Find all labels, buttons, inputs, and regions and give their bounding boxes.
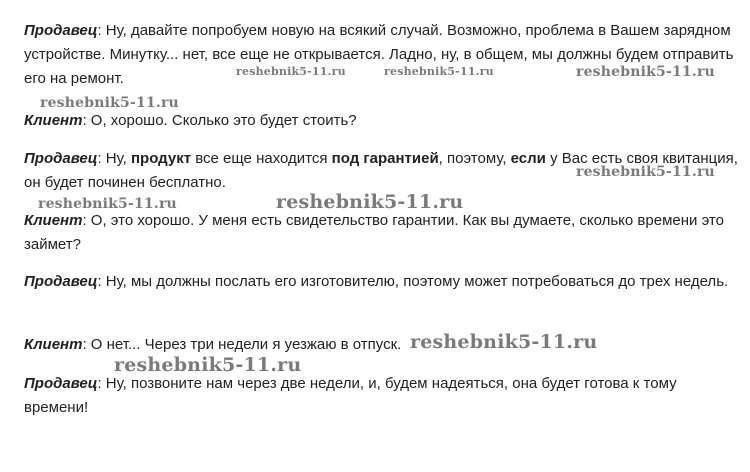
watermark: reshebnik5-11.ru [40,95,179,111]
line-text: : О, это хорошо. У меня есть свидетельство гарантии. Как вы думаете, сколько времени это займет? [24,212,724,253]
speaker-label: Продавец [24,150,98,167]
dialogue-line-client-1 [24,109,740,133]
dialogue-line-seller-4 [24,372,740,420]
emphasis-text: под гарантией [331,150,439,167]
watermark: reshebnik5-11.ru [576,64,715,80]
watermark: reshebnik5-11.ru [114,354,302,376]
watermark: reshebnik5-11.ru [410,331,598,353]
speaker-label: Продавец [24,375,98,392]
watermark: reshebnik5-11.ru [384,65,494,78]
dialogue-line-seller-3 [24,270,740,294]
emphasis-text: продукт [130,150,192,167]
speaker-label: Продавец [24,22,98,39]
speaker-label: Продавец [24,273,98,290]
line-text: : Ну, мы должны послать его изготовителю, поэтому может потребоваться до трех недель. [97,273,729,290]
line-text: : Ну, давайте попробуем новую на всякий случай. Возможно, проблема в Вашем зарядном устройстве. Минутку... нет, все еще не открывается. Ладно, ну, в общем, мы должны будем отправить его на ремонт. [24,22,734,87]
line-text: , поэтому, [438,150,511,167]
speaker-label: Клиент [24,336,83,353]
watermark: reshebnik5-11.ru [236,65,346,78]
line-text: у Вас есть своя квитанция, он будет починен бесплатно. [24,150,738,191]
speaker-label: Клиент [24,212,83,229]
line-text: : О нет... Через три недели я уезжаю в отпуск. [82,336,402,353]
line-text: : Ну, позвоните нам через две недели, и, будем надеяться, она будет готова к тому времени! [24,375,677,416]
line-text: : О, хорошо. Сколько это будет стоить? [82,112,357,129]
speaker-label: Клиент [24,112,83,129]
dialogue-line-seller-1 [24,19,740,91]
line-text: все еще находится [191,150,332,167]
watermark: reshebnik5-11.ru [276,191,464,213]
dialogue-line-client-2 [24,209,740,257]
line-text: : Ну, [97,150,131,167]
watermark: reshebnik5-11.ru [576,164,715,180]
watermark: reshebnik5-11.ru [38,196,177,212]
emphasis-text: если [510,150,546,167]
